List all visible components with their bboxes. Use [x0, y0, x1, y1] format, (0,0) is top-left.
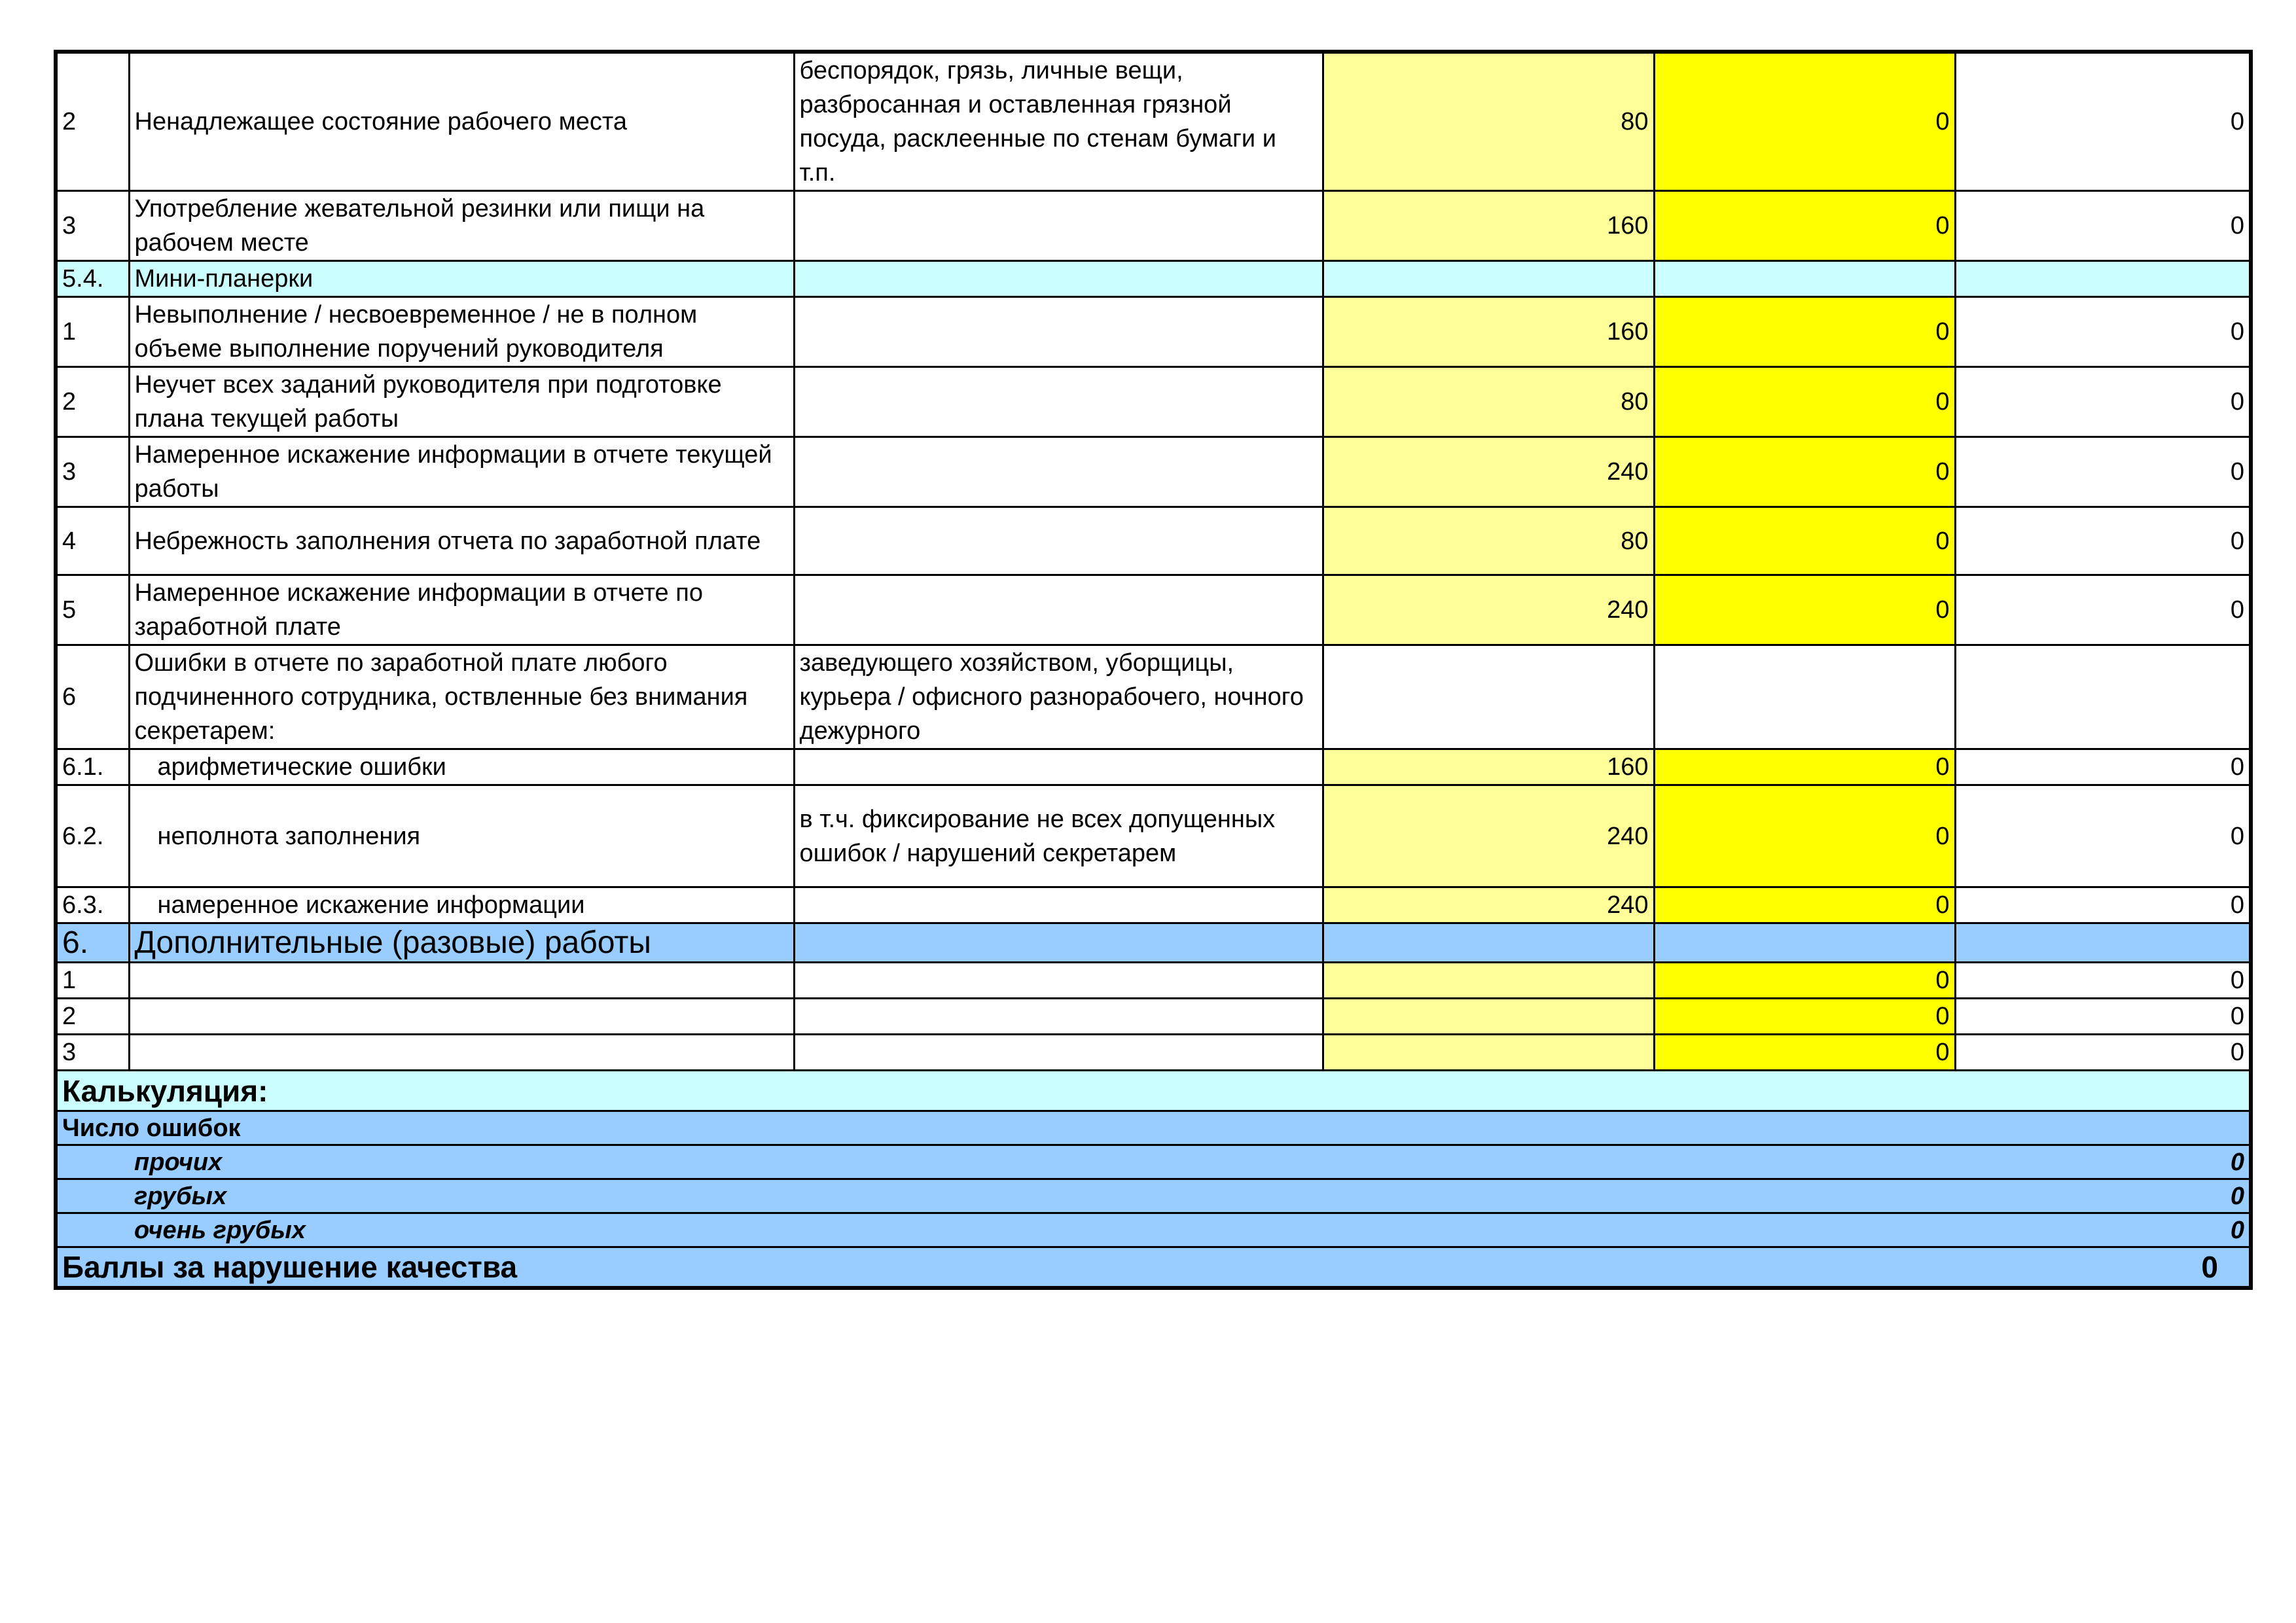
very-gross-errors-row	[56, 1213, 2251, 1247]
table-row	[56, 437, 2251, 507]
violation-note	[794, 367, 1323, 437]
section-number: 6.	[56, 923, 129, 963]
row-total: 0	[1955, 1035, 2251, 1071]
gross-errors-row	[56, 1179, 2251, 1213]
penalty-points: 160	[1323, 191, 1654, 261]
other-errors-value: 0	[2230, 1148, 2244, 1176]
row-number: 6	[56, 645, 129, 749]
violation-name: Невыполнение / несвоевременное / не в полном объеме выполнение поручений руководителя	[129, 297, 794, 367]
row-total: 0	[1955, 52, 2251, 191]
violation-name: Небрежность заполнения отчета по заработной плате	[129, 507, 794, 575]
gross-errors-value: 0	[2230, 1182, 2244, 1210]
row-number: 3	[56, 1035, 129, 1071]
table-row	[56, 749, 2251, 785]
penalty-points[interactable]	[1323, 999, 1654, 1035]
violation-count-cell[interactable]: 0	[1654, 999, 1955, 1035]
very-gross-errors-value: 0	[2230, 1216, 2244, 1244]
row-total: 0	[1955, 575, 2251, 645]
penalty-points: 240	[1323, 437, 1654, 507]
penalty-points: 160	[1323, 297, 1654, 367]
row-total: 0	[1955, 963, 2251, 999]
violation-name: Неучет всех заданий руководителя при подготовке плана текущей работы	[129, 367, 794, 437]
violation-note	[794, 191, 1323, 261]
violation-count-cell[interactable]: 0	[1654, 367, 1955, 437]
violation-name: Намеренное искажение информации в отчете по заработной плате	[129, 575, 794, 645]
table-row	[56, 963, 2251, 999]
row-total: 0	[1955, 367, 2251, 437]
table-row	[56, 785, 2251, 887]
violation-count-cell[interactable]: 0	[1654, 297, 1955, 367]
row-number: 6.3.	[56, 887, 129, 923]
violation-count-cell[interactable]: 0	[1654, 1035, 1955, 1071]
section-number: 5.4.	[56, 261, 129, 297]
violation-name: неполнота заполнения	[129, 785, 794, 887]
row-number: 5	[56, 575, 129, 645]
penalty-points: 240	[1323, 887, 1654, 923]
calculation-title: Калькуляция:	[56, 1071, 2251, 1111]
row-total: 0	[1955, 297, 2251, 367]
violation-note	[794, 507, 1323, 575]
violation-note[interactable]	[794, 999, 1323, 1035]
row-number: 2	[56, 52, 129, 191]
row-total: 0	[1955, 507, 2251, 575]
section-header-6	[56, 923, 2251, 963]
violation-count-cell[interactable]: 0	[1654, 887, 1955, 923]
row-number: 6.1.	[56, 749, 129, 785]
section-title: Мини-планерки	[129, 261, 794, 297]
violation-name: Ненадлежащее состояние рабочего места	[129, 52, 794, 191]
table-row	[56, 297, 2251, 367]
quality-violations-table	[54, 50, 2253, 1290]
violation-note[interactable]	[794, 963, 1323, 999]
violation-note: заведующего хозяйством, уборщицы, курьера / офисного разнорабочего, ночного дежурного	[794, 645, 1323, 749]
quality-score-label: Баллы за нарушение качества	[62, 1250, 518, 1284]
table-row	[56, 52, 2251, 191]
quality-score-row	[56, 1247, 2251, 1289]
other-errors-row	[56, 1145, 2251, 1179]
quality-score-value: 0	[2201, 1250, 2218, 1284]
violation-name: Употребление жевательной резинки или пищи на рабочем месте	[129, 191, 794, 261]
table-row	[56, 191, 2251, 261]
row-number: 3	[56, 437, 129, 507]
violation-note	[794, 297, 1323, 367]
penalty-points: 240	[1323, 575, 1654, 645]
penalty-points[interactable]	[1323, 1035, 1654, 1071]
row-total: 0	[1955, 887, 2251, 923]
violation-count-cell[interactable]: 0	[1654, 749, 1955, 785]
row-total: 0	[1955, 749, 2251, 785]
violation-note	[794, 749, 1323, 785]
violation-count-cell[interactable]: 0	[1654, 191, 1955, 261]
violation-count-cell[interactable]: 0	[1654, 507, 1955, 575]
violation-name[interactable]	[129, 999, 794, 1035]
other-errors-label: прочих	[134, 1148, 223, 1176]
row-number: 4	[56, 507, 129, 575]
table-row	[56, 367, 2251, 437]
violation-count-cell[interactable]: 0	[1654, 963, 1955, 999]
row-total: 0	[1955, 999, 2251, 1035]
violation-note	[794, 887, 1323, 923]
row-number: 6.2.	[56, 785, 129, 887]
table-row	[56, 999, 2251, 1035]
table-row	[56, 575, 2251, 645]
violation-name: Ошибки в отчете по заработной плате любого подчиненного сотрудника, оствленные без внимания секретарем:	[129, 645, 794, 749]
row-number: 3	[56, 191, 129, 261]
row-number: 2	[56, 367, 129, 437]
violation-note: беспорядок, грязь, личные вещи, разбросанная и оставленная грязной посуда, расклеенные по стенам бумаги и т.п.	[794, 52, 1323, 191]
very-gross-errors-label: очень грубых	[134, 1216, 306, 1244]
violation-note[interactable]	[794, 1035, 1323, 1071]
violation-count-cell[interactable]: 0	[1654, 437, 1955, 507]
violation-name[interactable]	[129, 1035, 794, 1071]
violation-name[interactable]	[129, 963, 794, 999]
penalty-points: 80	[1323, 52, 1654, 191]
table-row	[56, 507, 2251, 575]
table-row-6	[56, 645, 2251, 749]
violation-note: в т.ч. фиксирование не всех допущенных ошибок / нарушений секретарем	[794, 785, 1323, 887]
row-total: 0	[1955, 437, 2251, 507]
table-row	[56, 1035, 2251, 1071]
violation-note	[794, 437, 1323, 507]
violation-count-cell[interactable]: 0	[1654, 52, 1955, 191]
violation-count-cell[interactable]: 0	[1654, 785, 1955, 887]
gross-errors-label: грубых	[134, 1182, 227, 1210]
row-total: 0	[1955, 191, 2251, 261]
row-number: 1	[56, 297, 129, 367]
penalty-points[interactable]	[1323, 963, 1654, 999]
table-row	[56, 887, 2251, 923]
row-number: 2	[56, 999, 129, 1035]
violation-count-cell[interactable]: 0	[1654, 575, 1955, 645]
violation-name: намеренное искажение информации	[129, 887, 794, 923]
violation-name: арифметические ошибки	[129, 749, 794, 785]
violation-note	[794, 575, 1323, 645]
penalty-points: 80	[1323, 367, 1654, 437]
penalty-points: 240	[1323, 785, 1654, 887]
penalty-points: 80	[1323, 507, 1654, 575]
violation-name: Намеренное искажение информации в отчете текущей работы	[129, 437, 794, 507]
section-header-5-4	[56, 261, 2251, 297]
row-number: 1	[56, 963, 129, 999]
section-title: Дополнительные (разовые) работы	[129, 923, 794, 963]
error-count-header	[56, 1111, 2251, 1145]
calculation-header	[56, 1071, 2251, 1111]
row-total: 0	[1955, 785, 2251, 887]
penalty-points: 160	[1323, 749, 1654, 785]
error-count-label: Число ошибок	[56, 1111, 2251, 1145]
